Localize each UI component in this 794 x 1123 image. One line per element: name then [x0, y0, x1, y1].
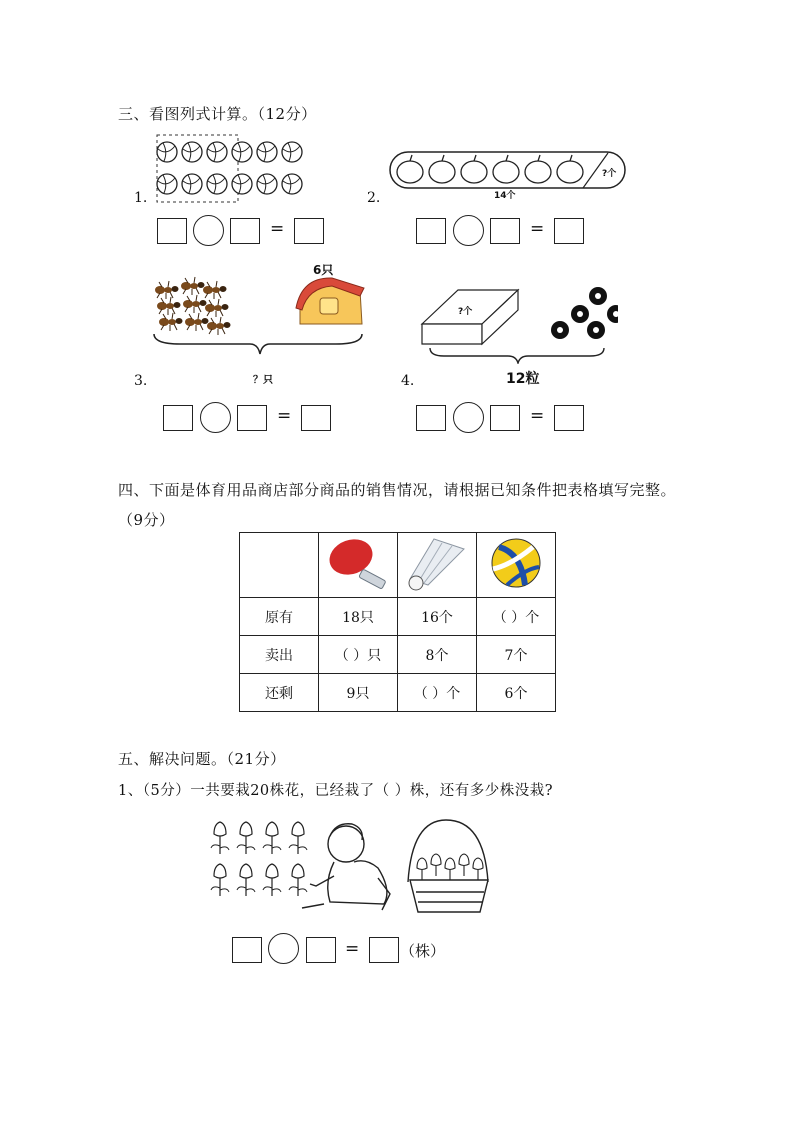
- operator-circle[interactable]: [453, 402, 484, 433]
- flower-icon: [289, 822, 307, 854]
- answer-box[interactable]: [490, 218, 520, 244]
- volleyball-icon: [257, 142, 277, 162]
- flower-icon: [431, 854, 441, 876]
- table-cell-fill-in[interactable]: （ ）只: [319, 636, 398, 674]
- flower-icon: [417, 858, 427, 880]
- equals-sign: =: [270, 219, 285, 239]
- ant-icon: [157, 297, 181, 315]
- operator-circle[interactable]: [193, 215, 224, 246]
- apple-count-label: 14个: [494, 191, 516, 201]
- answer-box[interactable]: [163, 405, 193, 431]
- flower-icon: [211, 864, 229, 896]
- ant-icon: [181, 277, 205, 295]
- basket-flower-icons: [417, 854, 483, 880]
- ant-icon: [185, 313, 209, 331]
- ant-icon: [155, 281, 179, 299]
- flower-icons: [211, 822, 307, 896]
- answer-box[interactable]: [301, 405, 331, 431]
- answer-box[interactable]: [490, 405, 520, 431]
- shuttlecock-icon: [402, 535, 472, 591]
- answer-box[interactable]: [416, 405, 446, 431]
- section3-title: 三、看图列式计算。（12分）: [118, 105, 317, 123]
- answer-box[interactable]: [416, 218, 446, 244]
- box-beads-figure: [418, 284, 618, 364]
- volleyballs-figure: [150, 132, 350, 208]
- bead-icon: [551, 321, 569, 339]
- flower-icon: [445, 858, 455, 880]
- house-icon: [296, 278, 364, 324]
- table-header-row: [240, 533, 556, 598]
- ant-icon: [203, 281, 227, 299]
- flower-icon: [237, 864, 255, 896]
- volleyball-icon: [257, 174, 277, 194]
- flower-icon: [459, 854, 469, 876]
- question1-text: 1、（5分）一共要栽20株花，已经栽了（ ）株，还有多少株没栽?: [118, 783, 554, 799]
- flower-icon: [263, 822, 281, 854]
- apple-icon: [429, 155, 455, 183]
- shuttlecock-cell: [398, 533, 477, 598]
- ping-pong-paddle-cell: [319, 533, 398, 598]
- table-cell: 6个: [477, 674, 556, 712]
- boy-icon: [302, 824, 390, 910]
- answer-box[interactable]: [306, 937, 336, 963]
- bead-icons: [551, 287, 618, 339]
- ping-pong-paddle-icon: [323, 535, 393, 591]
- answer-box[interactable]: [237, 405, 267, 431]
- answer-box[interactable]: [369, 937, 399, 963]
- apple-question-label: ?个: [602, 169, 617, 179]
- equals-sign: =: [277, 406, 292, 426]
- operator-circle[interactable]: [453, 215, 484, 246]
- section4-title: 四、下面是体育用品商店部分商品的销售情况，请根据已知条件把表格填写完整。: [118, 481, 677, 499]
- ants-house-figure: [150, 272, 370, 362]
- ant-question-label: ？只: [253, 375, 273, 386]
- flower-icon: [237, 822, 255, 854]
- house-count-label: 6只: [313, 263, 334, 277]
- flower-icon: [473, 858, 483, 880]
- row-label: 还剩: [240, 674, 319, 712]
- operator-circle[interactable]: [268, 933, 299, 964]
- problem2-number: 2.: [367, 190, 381, 206]
- equals-sign: =: [345, 939, 360, 959]
- answer-box[interactable]: [232, 937, 262, 963]
- brace-bottom: [154, 334, 362, 354]
- table-cell: 8个: [398, 636, 477, 674]
- operator-circle[interactable]: [200, 402, 231, 433]
- table-cell: 7个: [477, 636, 556, 674]
- answer-box[interactable]: [554, 405, 584, 431]
- table-row: [240, 636, 556, 674]
- apple-icon: [397, 155, 423, 183]
- bead-icon: [587, 321, 605, 339]
- volleyball-icon: [282, 174, 302, 194]
- section4-score: （9分）: [118, 511, 175, 529]
- volleyball-icon: [481, 535, 551, 591]
- bead-icon: [607, 305, 618, 323]
- table-cell: 18只: [319, 598, 398, 636]
- table-row: [240, 674, 556, 712]
- volleyball-icons: [157, 142, 302, 194]
- bead-total-label: 12粒: [506, 371, 540, 387]
- volleyball-icon: [232, 142, 252, 162]
- volleyball-icon: [157, 142, 177, 162]
- box-question-label: ?个: [458, 307, 473, 317]
- box-icon: [422, 290, 518, 344]
- volleyball-icon: [157, 174, 177, 194]
- ant-icons: [155, 277, 231, 335]
- table-cell: 16个: [398, 598, 477, 636]
- volleyball-icon: [182, 174, 202, 194]
- volleyball-icon: [207, 174, 227, 194]
- apple-icon: [493, 155, 519, 183]
- bead-icon: [589, 287, 607, 305]
- answer-box[interactable]: [294, 218, 324, 244]
- row-label: 卖出: [240, 636, 319, 674]
- bead-icon: [571, 305, 589, 323]
- equals-sign: =: [530, 219, 545, 239]
- apple-icon: [525, 155, 551, 183]
- unit-label: （株）: [400, 942, 446, 960]
- apple-icon: [557, 155, 583, 183]
- ant-icon: [205, 299, 229, 317]
- volleyball-icon: [282, 142, 302, 162]
- sales-table: [239, 532, 556, 712]
- table-corner-cell: [240, 533, 319, 598]
- volleyball-cell: [477, 533, 556, 598]
- apple-icon: [461, 155, 487, 183]
- flower-icon: [263, 864, 281, 896]
- apple-icons: [397, 155, 583, 183]
- volleyball-icon: [232, 174, 252, 194]
- answer-box[interactable]: [230, 218, 260, 244]
- table-cell: 9只: [319, 674, 398, 712]
- brace-bottom: [430, 348, 604, 363]
- equals-sign: =: [530, 406, 545, 426]
- problem1-number: 1.: [134, 190, 148, 206]
- ant-icon: [183, 295, 207, 313]
- volleyball-icon: [207, 142, 227, 162]
- section5-title: 五、解决问题。（21分）: [118, 750, 286, 768]
- row-label: 原有: [240, 598, 319, 636]
- problem4-number: 4.: [401, 373, 415, 389]
- ant-icon: [159, 313, 183, 331]
- table-cell-fill-in[interactable]: （ ）个: [398, 674, 477, 712]
- table-row: [240, 598, 556, 636]
- table-cell-fill-in[interactable]: （ ）个: [477, 598, 556, 636]
- answer-box[interactable]: [157, 218, 187, 244]
- planting-flowers-figure: [206, 812, 496, 922]
- ant-icon: [207, 317, 231, 335]
- flower-icon: [211, 822, 229, 854]
- answer-box[interactable]: [554, 218, 584, 244]
- flower-icon: [289, 864, 307, 896]
- problem3-number: 3.: [134, 373, 148, 389]
- volleyball-icon: [182, 142, 202, 162]
